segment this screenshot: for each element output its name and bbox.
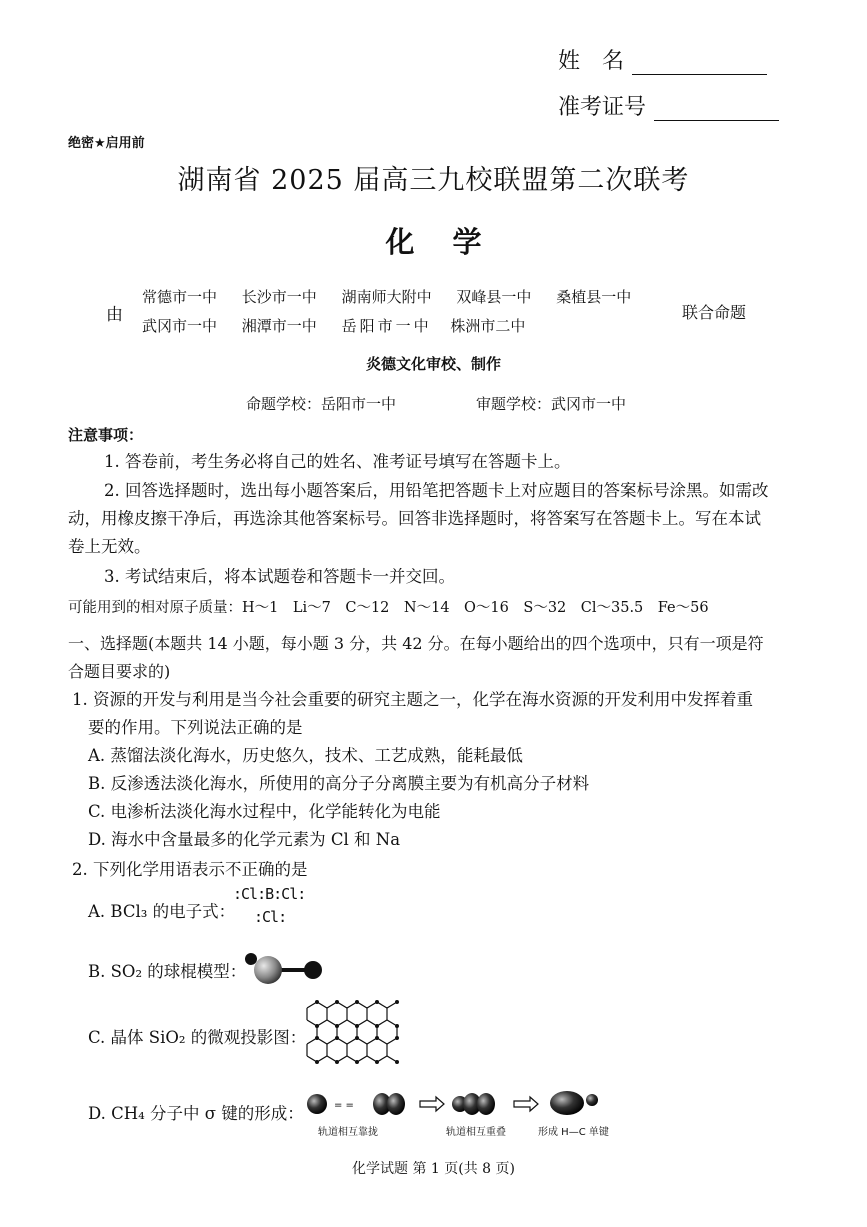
q1-option-b: B. 反渗透法淡化海水，所使用的高分子分离膜主要为有机高分子材料 [88,774,590,793]
note-item-2-line1: 2. 回答选择题时，选出每小题答案后，用铅笔把答题卡上对应题目的答案标号涂黑。如需改 [104,481,769,500]
atomic-masses: 可能用到的相对原子质量：H～1 Li～7 C～12 N～14 O～16 S～32 Cl～35.5 Fe～56 [68,600,709,616]
name-field [558,44,767,75]
note-item-3: 3. 考试结束后，将本试题卷和答题卡一并交回。 [104,567,455,586]
sulfur-atom [254,956,282,984]
secret-label: 绝密★启用前 [68,136,145,151]
q1-option-a: A. 蒸馏法淡化海水，历史悠久，技术、工艺成熟，能耗最低 [88,746,523,765]
q2-option-d: D. CH₄ 分子中 σ 键的形成： [88,1104,304,1123]
page-footer: 化学试题 第 1 页(共 8 页) [352,1161,515,1177]
school-item: 桑植县一中 [556,288,632,306]
school-item: 双峰县一中 [456,288,532,306]
reviewer-school: 审题学校：武冈市一中 [476,395,627,413]
svg-text:= =: = = [334,1100,354,1111]
sigma-bond-formation-diagram [302,1090,614,1124]
q1-stem-line2: 要的作用。下列说法正确的是 [88,718,303,737]
sio2-projection-diagram [302,998,404,1070]
schools-row2 [142,315,525,336]
school-item: 湘潭市一中 [241,317,317,335]
q2-option-a: A. BCl₃ 的电子式： [88,902,236,921]
section-heading-line2: 合题目要求的) [68,662,171,681]
sigma-caption-1: 轨道相互靠拢 [318,1127,378,1138]
bcl3-formula-bottom: :Cl: [254,908,287,926]
bcl3-formula-top: :Cl:B:Cl: [233,885,306,903]
school-item: 湖南师大附中 [341,288,432,306]
q2-option-b: B. SO₂ 的球棍模型： [88,962,247,981]
production-credit: 炎德文化审校、制作 [365,355,501,373]
oxygen-atom [245,953,257,965]
schools-suffix: 联合命题 [682,303,747,322]
school-item: 岳阳市一中 [341,317,432,335]
exam-subject: 化学 [385,225,520,259]
oxygen-atom [304,961,322,979]
school-item: 长沙市一中 [241,288,317,306]
note-item-1: 1. 答卷前，考生务必将自己的姓名、准考证号填写在答题卡上。 [104,452,571,471]
so2-ball-stick-model [238,952,326,988]
school-item: 株洲市二中 [450,317,526,335]
exam-title: 湖南省 2025 届高三九校联盟第二次联考 [177,165,690,196]
q2-stem: 2. 下列化学用语表示不正确的是 [72,860,308,879]
q1-option-d: D. 海水中含量最多的化学元素为 Cl 和 Na [88,830,401,849]
q2-option-c: C. 晶体 SiO₂ 的微观投影图： [88,1028,307,1047]
q1-stem-line1: 1. 资源的开发与利用是当今社会重要的研究主题之一，化学在海水资源的开发利用中发挥着重 [72,690,753,709]
sigma-caption-2: 轨道相互重叠 [446,1127,506,1138]
note-item-2-line2: 动，用橡皮擦干净后，再选涂其他答案标号。回答非选择题时，将答案写在答题卡上。写在本试 [68,509,761,528]
school-item: 武冈市一中 [142,317,218,335]
name-label: 姓 名 [558,49,625,74]
ticket-field [558,90,779,121]
name-blank-line [632,56,767,75]
school-item: 常德市一中 [142,288,218,306]
q1-option-c: C. 电渗析法淡化海水过程中，化学能转化为电能 [88,802,441,821]
notes-heading: 注意事项： [68,426,144,444]
schools-prefix: 由 [106,305,123,325]
schools-row1 [142,286,631,307]
ticket-label: 准考证号 [558,95,647,120]
section-heading-line1: 一、选择题(本题共 14 小题，每小题 3 分，共 42 分。在每小题给出的四个选项中，只有一项是符 [68,634,764,653]
ticket-blank-line [654,102,779,121]
sigma-caption-3: 形成 H—C 单键 [538,1127,609,1138]
note-item-2-line3: 卷上无效。 [68,537,151,556]
proposer-school: 命题学校：岳阳市一中 [246,395,397,413]
